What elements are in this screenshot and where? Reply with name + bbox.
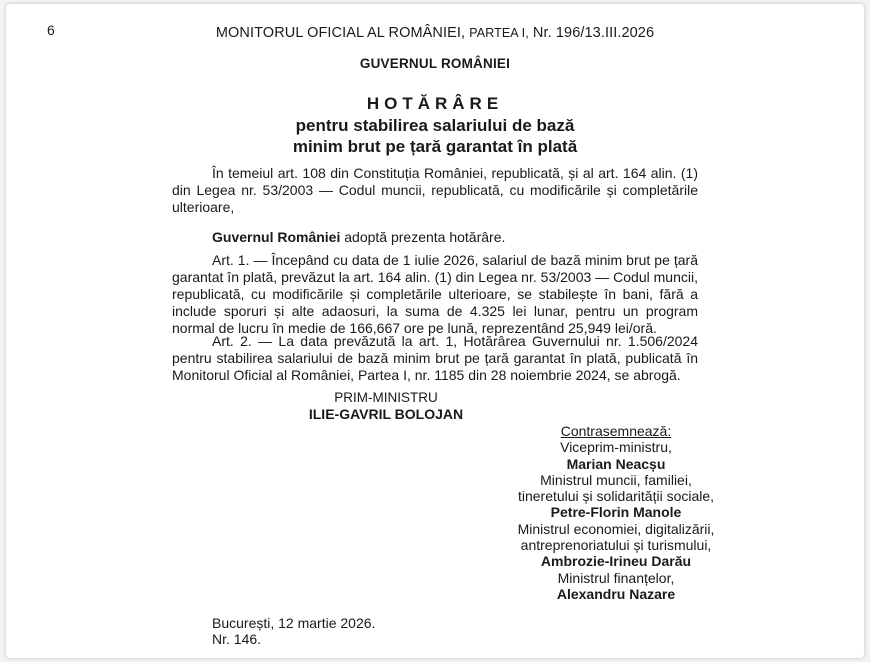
article-2 <box>172 333 698 384</box>
countersigner-name: Marian Neacșu <box>566 455 666 472</box>
countersigner-title: Ministrul finanțelor, <box>557 569 675 586</box>
countersigner-name: Ambrozie-Irineu Darău <box>540 553 692 570</box>
countersign-lines <box>446 439 786 602</box>
article-1 <box>172 252 698 337</box>
countersigner-name: Alexandru Nazare <box>556 585 676 602</box>
countersign-label: Contrasemnează: <box>560 423 672 439</box>
document-subtitle-line-2: minim brut pe țară garantat în plată <box>292 137 578 156</box>
legal-basis-text: În temeiul art. 108 din Constituția României, republicată, și al art. 164 alin. (1) din Legea nr. 53/2003 — Codul muncii, republicată, cu modificările și completările ulterioare, <box>172 165 698 215</box>
article-1-text: Art. 1. — Începând cu data de 1 iulie 2026, salariul de bază minim brut pe țară garantat în plată, prevăzut la art. 164 alin. (1) din Legea nr. 53/2003 — Codul muncii, republicată, cu modificările și completările ulterioare, se stabilește în bani, fără a include sporuri și alte adaosuri, la suma de 4.325 lei lunar, pentru un program normal de lucru în medie de 166,667 ore pe lună, reprezentând 25,949 lei/oră. <box>172 252 698 336</box>
issue-number: Nr. 196/13.III.2026 <box>532 25 655 41</box>
adoption-paragraph <box>212 229 698 246</box>
countersigner-title: tineretului și solidarității sociale, <box>517 488 715 505</box>
document-title: HOTĂRÂRE <box>366 94 504 113</box>
countersign-block <box>446 423 786 602</box>
document-number: Nr. 146. <box>212 631 262 647</box>
countersigner-title: Viceprim-ministru, <box>560 439 672 456</box>
signatory-name: ILIE-GAVRIL BOLOJAN <box>308 406 464 422</box>
countersigner-title: Ministrul muncii, familiei, <box>540 471 692 488</box>
page-number: 6 <box>47 22 55 38</box>
article-2-text: Art. 2. — La data prevăzută la art. 1, Hotărârea Guvernului nr. 1.506/2024 pentru stabilirea salariului de bază minim brut pe țară garantat în plată, publicată în Monitorul Oficial al României, Partea I, nr. 1185 din 28 noiembrie 2024, se abrogă. <box>172 333 698 383</box>
place-and-date: București, 12 martie 2026. <box>212 615 376 631</box>
document-page <box>6 4 864 658</box>
countersigner-title: Ministrul economiei, digitalizării, <box>517 520 715 537</box>
adoption-subject: Guvernul României <box>212 229 341 245</box>
publication-part: PARTEA I, <box>469 26 529 40</box>
publication-name: MONITORUL OFICIAL AL ROMÂNIEI, <box>215 25 466 41</box>
signatory-role: PRIM-MINISTRU <box>334 390 438 405</box>
countersigner-title: antreprenoriatului și turismului, <box>520 537 712 554</box>
running-header <box>6 25 864 41</box>
adoption-text: adoptă prezenta hotărâre. <box>340 229 506 245</box>
issuer: GUVERNUL ROMÂNIEI <box>359 56 511 71</box>
legal-basis-paragraph <box>172 165 698 216</box>
countersigner-name: Petre-Florin Manole <box>550 504 682 521</box>
document-subtitle-line-1: pentru stabilirea salariului de bază <box>295 116 575 135</box>
